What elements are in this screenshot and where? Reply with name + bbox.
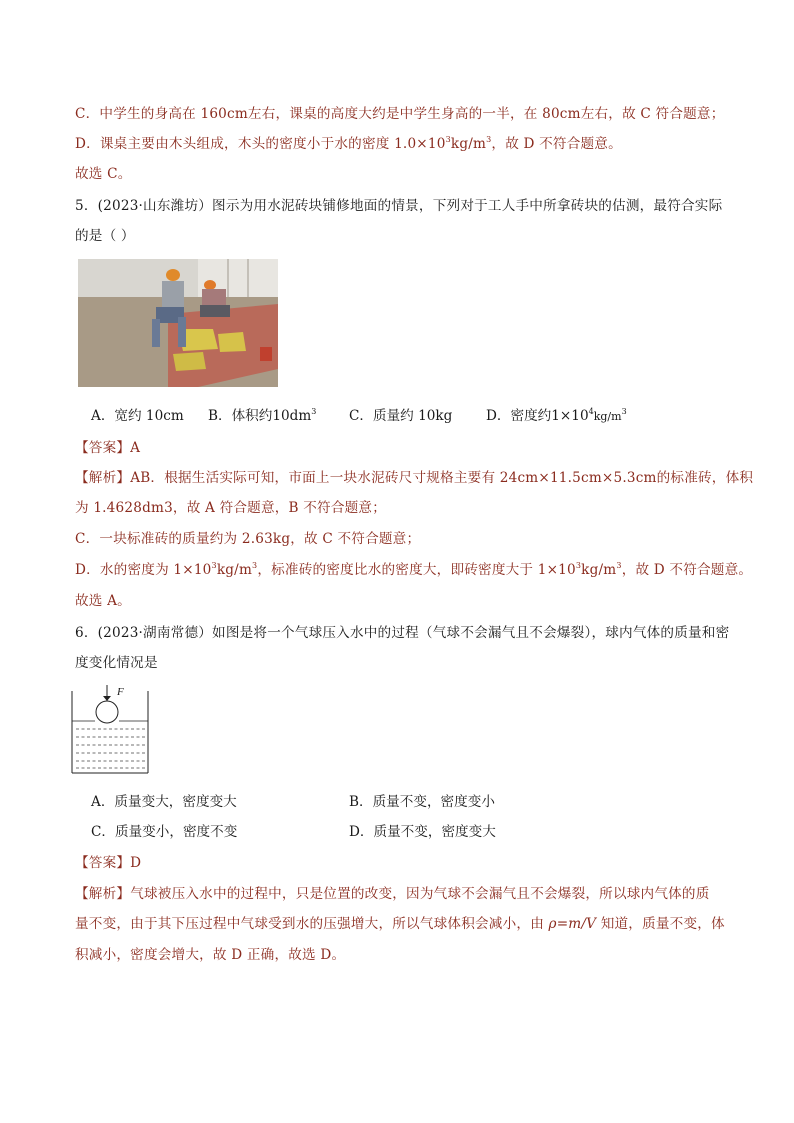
q5-option-c: C．质量约 10kg <box>349 408 453 424</box>
explanation-line-c: C．中学生的身高在 160cm左右，课桌的高度大约是中学生身高的一半，在 80cm左右，故 C 符合题意； <box>75 106 725 122</box>
q5-stem-line1: 5．(2023·山东潍坊）图示为用水泥砖块铺修地面的情景，下列对于工人手中所拿砖块的估测，最符合实际 <box>75 198 723 214</box>
q6-option-c: C．质量变小，密度不变 <box>91 824 238 840</box>
q6-option-d: D．质量不变，密度变大 <box>349 824 496 840</box>
q5-explanation-line3: C．一块标准砖的质量约为 2.63kg，故 C 不符合题意； <box>75 531 421 547</box>
superscript: 3 <box>616 561 622 570</box>
q6-explanation-line3: 积减小，密度会增大，故 D 正确，故选 D。 <box>75 947 346 963</box>
q5-option-a: A．宽约 10cm <box>91 408 184 424</box>
superscript: 3 <box>445 135 451 144</box>
q6-explanation-line2 <box>75 912 725 932</box>
explanation-line-d <box>75 132 622 152</box>
text-part: ，标准砖的密度比水的密度大，即砖密度大于 1×10 <box>257 562 576 578</box>
text-part: ，故 D 不符合题意。 <box>491 136 622 152</box>
q5-explanation-line2: 为 1.4628dm3，故 A 符合题意，B 不符合题意； <box>75 500 387 516</box>
q6-explanation-line1 <box>75 882 710 902</box>
balloon-in-water-diagram <box>70 683 150 775</box>
q6-option-a: A．质量变大，密度变大 <box>91 794 237 810</box>
text-part: 气球被压入水中的过程中，只是位置的改变，因为气球不会漏气且不会爆裂，所以球内气体的质 <box>130 886 710 902</box>
force-label: F <box>117 686 124 698</box>
superscript: 3 <box>575 561 582 570</box>
text-part: AB．根据生活实际可知，市面上一块水泥砖尺寸规格主要有 24cm×11.5cm×5.3cm的标准砖，体积 <box>130 470 754 486</box>
density-formula: ρ=m/V <box>548 916 597 932</box>
superscript: 3 <box>621 407 627 416</box>
q5-stem-line2: 的是（ ） <box>75 228 135 244</box>
q5-answer: 【答案】A <box>75 440 141 456</box>
analysis-label: 【解析】 <box>75 886 131 902</box>
text-part: D．密度约1×10 <box>486 408 589 424</box>
text-part: D．课桌主要由木头组成，木头的密度小于水的密度 1.0×10 <box>75 136 446 152</box>
q6-stem-line1: 6．(2023·湖南常德）如图是将一个气球压入水中的过程（气球不会漏气且不会爆裂），球内气体的质量和密 <box>75 625 730 641</box>
analysis-label: 【解析】 <box>75 470 131 486</box>
q5-explanation-line1 <box>75 466 753 486</box>
text-part: kg/m <box>593 410 622 423</box>
text-part: B．体积约10dm <box>208 408 312 424</box>
q6-stem-line2: 度变化情况是 <box>75 655 158 671</box>
q5-explanation-line4 <box>75 558 752 578</box>
q6-answer: 【答案】D <box>75 855 142 871</box>
text-part: 量不变，由于其下压过程中气球受到水的压强增大，所以气球体积会减小，由 <box>75 916 549 932</box>
superscript: 3 <box>252 561 258 570</box>
text-part: kg/m <box>581 562 617 578</box>
text-part: kg/m <box>450 136 487 152</box>
superscript: 3 <box>211 561 217 570</box>
q5-option-b <box>208 404 316 424</box>
construction-photo <box>78 259 278 387</box>
conclusion-line: 故选 C。 <box>75 166 132 182</box>
superscript: 3 <box>311 407 317 416</box>
superscript: 4 <box>588 407 594 416</box>
text-part: ，故 D 不符合题意。 <box>621 562 753 578</box>
q6-option-b: B．质量不变，密度变小 <box>349 794 495 810</box>
text-part: D．水的密度为 1×10 <box>75 562 212 578</box>
superscript: 3 <box>486 135 492 144</box>
text-part: kg/m <box>216 562 253 578</box>
text-part: 知道，质量不变，体 <box>596 916 725 932</box>
q5-option-d <box>486 404 627 424</box>
q5-conclusion: 故选 A。 <box>75 593 131 609</box>
